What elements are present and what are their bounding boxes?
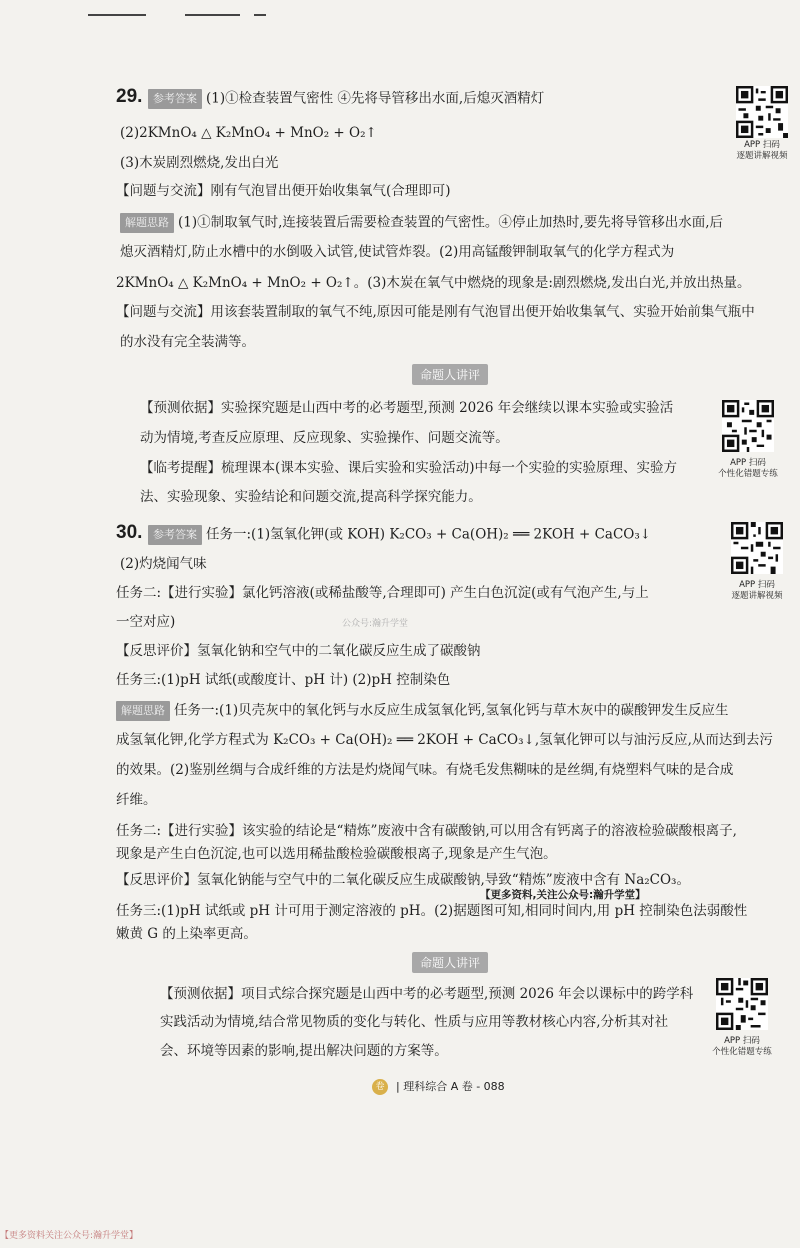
analysis-line: 熄灭酒精灯,防止水槽中的水倒吸入试管,使试管炸裂。(2)用高锰酸钾制取氧气的化学方程式为 — [120, 244, 675, 260]
scan-edge-line — [88, 14, 146, 16]
qr-code-icon[interactable] — [716, 978, 768, 1030]
analysis-line: 的水没有完全装满等。 — [120, 334, 255, 350]
analysis-tag: 解题思路 — [116, 701, 170, 721]
lecture-line: 动为情境,考查反应原理、反应现象、实验操作、问题交流等。 — [140, 430, 509, 446]
answer-line: (3)木炭剧烈燃烧,发出白光 — [120, 155, 279, 171]
analysis-line: 【反思评价】氢氧化钠能与空气中的二氧化碳反应生成碳酸钠,导致“精炼”废液中含有 Na₂CO₃。 — [116, 872, 690, 888]
answer-line: (2)2KMnO₄ △ K₂MnO₄ + MnO₂ + O₂↑ — [120, 125, 377, 141]
lecture-line: 实践活动为情境,结合常见物质的变化与转化、性质与应用等教材核心内容,分析其对社 — [160, 1014, 669, 1030]
lecture-line: 【预测依据】项目式综合探究题是山西中考的必考题型,预测 2026 年会以课标中的跨学科 — [160, 986, 694, 1002]
question-number: 30. — [116, 522, 143, 543]
analysis-line: 纤维。 — [116, 792, 157, 808]
lecture-line: 会、环境等因素的影响,提出解决问题的方案等。 — [160, 1043, 448, 1059]
publisher-logo-icon: 卷 — [372, 1079, 388, 1095]
analysis-line: 任务二:【进行实验】该实验的结论是“精炼”废液中含有碳酸钠,可以用含有钙离子的溶液检验碳酸根离子, — [116, 823, 737, 839]
qr-caption: APP 扫码 个性化错题专练 — [718, 458, 778, 479]
question-number: 29. — [116, 86, 143, 107]
answer-line: 参考答案 任务一:(1)氢氧化钾(或 KOH) K₂CO₃ + Ca(OH)₂ ══ 2KOH + CaCO₃↓ — [148, 525, 651, 545]
analysis-line: 任务三:(1)pH 试纸或 pH 计可用于测定溶液的 pH。(2)据题图可知,相同时间内,用 pH 控制染色法弱酸性 — [116, 903, 748, 919]
answer-line: (2)灼烧闻气味 — [120, 556, 207, 572]
answer-line: 参考答案 (1)①检查装置气密性 ④先将导管移出水面,后熄灭酒精灯 — [148, 89, 544, 109]
analysis-line: 成氢氧化钾,化学方程式为 K₂CO₃ + Ca(OH)₂ ══ 2KOH + CaCO₃↓,氢氧化钾可以与油污反应,从而达到去污 — [116, 732, 773, 748]
scan-edge-line — [185, 14, 240, 16]
analysis-line: 【问题与交流】用该套装置制取的氧气不纯,原因可能是刚有气泡冒出便开始收集氧气、实验开始前集气瓶中 — [116, 304, 755, 320]
answer-tag: 参考答案 — [148, 525, 202, 545]
section-header: 命题人讲评 — [412, 952, 488, 973]
answer-line: 任务二:【进行实验】氯化钙溶液(或稀盐酸等,合理即可) 产生白色沉淀(或有气泡产生,与上 — [116, 585, 649, 601]
answer-line: 【反思评价】氢氧化钠和空气中的二氧化碳反应生成了碳酸钠 — [116, 643, 481, 659]
answer-tag: 参考答案 — [148, 89, 202, 109]
answer-line: 【问题与交流】刚有气泡冒出便开始收集氧气(合理即可) — [116, 183, 451, 199]
qr-caption: APP 扫码 逐题讲解视频 — [736, 140, 788, 161]
analysis-line: 解题思路 (1)①制取氧气时,连接装置后需要检查装置的气密性。④停止加热时,要先将导管移出水面,后 — [120, 213, 723, 233]
watermark: 公众号:瀚升学堂 — [342, 619, 409, 629]
analysis-line: 的效果。(2)鉴别丝绸与合成纤维的方法是灼烧闻气味。有烧毛发焦糊味的是丝绸,有烧塑料气味的是合成 — [116, 762, 734, 778]
qr-caption: APP 扫码 个性化错题专练 — [712, 1036, 772, 1057]
page-footer — [372, 1078, 505, 1095]
analysis-line: 解题思路 任务一:(1)贝壳灰中的氧化钙与水反应生成氢氧化钙,氢氧化钙与草木灰中的碳酸钾发生反应生 — [116, 701, 728, 721]
scan-edge-line — [254, 14, 266, 16]
analysis-line: 2KMnO₄ △ K₂MnO₄ + MnO₂ + O₂↑。(3)木炭在氧气中燃烧的现象是:剧烈燃烧,发出白光,并放出热量。 — [116, 275, 751, 291]
analysis-line: 现象是产生白色沉淀,也可以选用稀盐酸检验碳酸根离子,现象是产生气泡。 — [116, 846, 557, 862]
analysis-line: 嫩黄 G 的上染率更高。 — [116, 926, 257, 942]
lecture-line: 【预测依据】实验探究题是山西中考的必考题型,预测 2026 年会继续以课本实验或实验活 — [140, 400, 674, 416]
qr-caption: APP 扫码 逐题讲解视频 — [731, 580, 783, 601]
qr-code-icon[interactable] — [722, 400, 774, 452]
corner-note: 【更多资料关注公众号:瀚升学堂】 — [0, 1231, 139, 1241]
qr-code-icon[interactable] — [736, 86, 788, 138]
section-header: 命题人讲评 — [412, 364, 488, 385]
lecture-line: 法、实验现象、实验结论和问题交流,提高科学探究能力。 — [140, 489, 482, 505]
analysis-tag: 解题思路 — [120, 213, 174, 233]
promo-line: 【更多资料,关注公众号:瀚升学堂】 — [480, 889, 646, 901]
footer-text: | 理科综合 A 卷 - 088 — [396, 1080, 505, 1093]
answer-line: 任务三:(1)pH 试纸(或酸度计、pH 计) (2)pH 控制染色 — [116, 672, 451, 688]
qr-code-icon[interactable] — [731, 522, 783, 574]
answer-line: 一空对应) — [116, 614, 176, 630]
lecture-line: 【临考提醒】梳理课本(课本实验、课后实验和实验活动)中每一个实验的实验原理、实验方 — [140, 460, 678, 476]
